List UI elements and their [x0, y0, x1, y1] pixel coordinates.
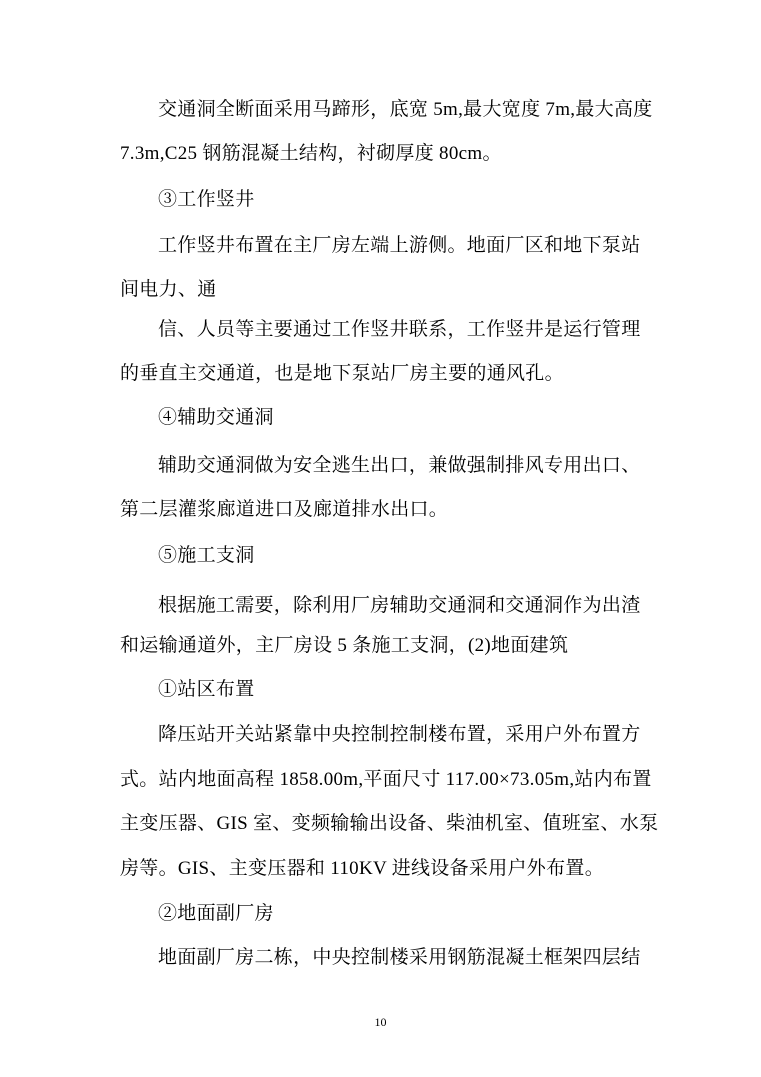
- paragraph-line: 间电力、通: [120, 279, 217, 300]
- paragraph-line: 降压站开关站紧靠中央控制控制楼布置，采用户外布置方: [158, 724, 641, 745]
- paragraph-line: 地面副厂房二栋，中央控制楼采用钢筋混凝土框架四层结: [158, 947, 641, 968]
- paragraph-line: 工作竖井布置在主厂房左端上游侧。地面厂区和地下泵站: [158, 235, 641, 256]
- paragraph-line: 主变压器、GIS 室、变频输输出设备、柴油机室、值班室、水泵: [120, 813, 659, 834]
- paragraph-line: 辅助交通洞做为安全逃生出口，兼做强制排风专用出口、: [158, 455, 641, 476]
- paragraph-line: 房等。GIS、主变压器和 110KV 进线设备采用户外布置。: [120, 858, 605, 879]
- section-heading: ⑤施工支洞: [158, 545, 255, 566]
- paragraph-line: 根据施工需要，除利用厂房辅助交通洞和交通洞作为出渣: [158, 595, 641, 616]
- paragraph-line: 和运输通道外，主厂房设 5 条施工支洞，(2)地面建筑: [120, 635, 569, 656]
- section-heading: ③工作竖井: [158, 189, 255, 210]
- section-heading: ①站区布置: [158, 679, 255, 700]
- page-number: 10: [374, 1015, 387, 1029]
- paragraph-line: 式。站内地面高程 1858.00m,平面尺寸 117.00×73.05m,站内布置: [120, 769, 652, 790]
- paragraph-line: 7.3m,C25 钢筋混凝土结构，衬砌厚度 80cm。: [120, 143, 502, 164]
- section-heading: ④辅助交通洞: [158, 407, 274, 428]
- section-heading: ②地面副厂房: [158, 903, 274, 924]
- paragraph-line: 信、人员等主要通过工作竖井联系，工作竖井是运行管理: [158, 319, 641, 340]
- paragraph-line: 的垂直主交通道，也是地下泵站厂房主要的通风孔。: [120, 363, 564, 384]
- paragraph-line: 第二层灌浆廊道进口及廊道排水出口。: [120, 499, 449, 520]
- paragraph-line: 交通洞全断面采用马蹄形，底宽 5m,最大宽度 7m,最大高度: [158, 99, 653, 120]
